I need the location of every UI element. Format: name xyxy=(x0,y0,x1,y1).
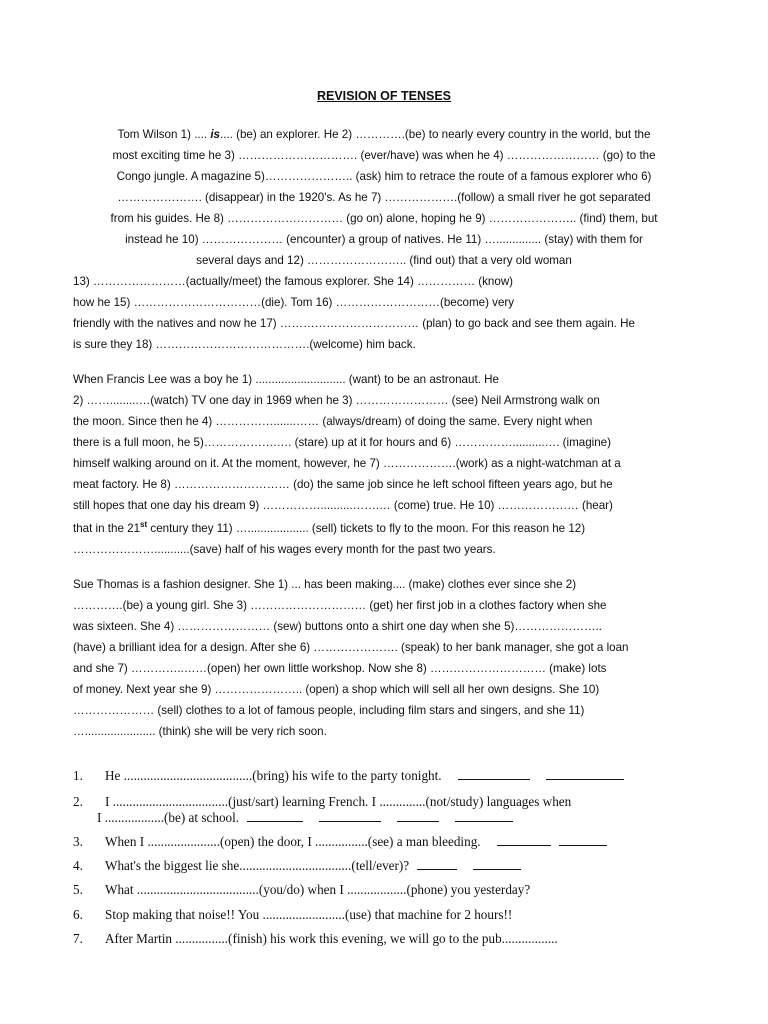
text-line: from his guides. He 8) ………………………… (go on) alone, hoping he 9) ………………….. (find) them, but xyxy=(110,212,658,225)
text-line: himself walking around on it. At the moment, however, he 7) ……………….(work) as a night-watchman at a xyxy=(73,457,621,470)
exercise-item xyxy=(73,768,624,784)
text-line: how he 15) ……………………………(die). Tom 16) ………………………(become) very xyxy=(73,296,515,309)
text-line: 2) …….........…(watch) TV one day in 1969 when he 3) …………………… (see) Neil Armstrong walk on xyxy=(73,394,600,407)
exercise-text: He .......................................(bring) his wife to the party tonight. xyxy=(105,768,442,783)
exercise-text: Stop making that noise!! You .........................(use) that machine for 2 hours!! xyxy=(105,907,513,922)
text-line: When Francis Lee was a boy he 1) ............................ (want) to be an astronaut. He xyxy=(73,373,499,386)
exercise-text: When I ......................(open) the door, I ................(see) a man bleeding. xyxy=(105,834,481,849)
item-number: 1. xyxy=(73,768,83,783)
text-line: and she 7) …………..……(open) her own little workshop. Now she 8) ………………………… (make) lots xyxy=(73,662,607,675)
answer-blank[interactable] xyxy=(559,834,607,846)
text-fragment: Tom Wilson 1) .... xyxy=(117,128,211,141)
answer-blank[interactable] xyxy=(546,768,624,780)
exercise-item xyxy=(73,882,530,898)
item-number: 6. xyxy=(73,907,83,922)
answer-blank[interactable] xyxy=(455,810,513,822)
item-number: 5. xyxy=(73,882,83,897)
text-fragment: that in the 21 xyxy=(73,522,141,535)
text-line: …………………...........(save) half of his wages every month for the past two years. xyxy=(73,543,496,556)
text-line: the moon. Since then he 4) …………….......…… (always/dream) of doing the same. Every night when xyxy=(73,415,593,428)
text-line: still hopes that one day his dream 9) ……………..........…….… (come) true. He 10) ………………… (hear) xyxy=(73,499,613,512)
exercise-text: I ..................(be) at school. xyxy=(97,810,240,825)
exercise-text: What's the biggest lie she..................................(tell/ever)? xyxy=(105,858,410,873)
answer-blank[interactable] xyxy=(458,768,530,780)
text-line: several days and 12) …………………….. (find out) that a very old woman xyxy=(196,254,572,267)
answer-blank[interactable] xyxy=(473,858,521,870)
text-line: meat factory. He 8) ………………………… (do) the same job since he left school fifteen years ago, but he xyxy=(73,478,613,491)
example-answer: is xyxy=(210,128,220,141)
exercise-item xyxy=(73,858,521,874)
text-line: was sixteen. She 4) …………………… (sew) buttons onto a shirt one day when she 5)………………….. xyxy=(73,620,602,633)
exercise-text: I ...................................(just/sart) learning French. I ..............(not/study) languages when xyxy=(105,794,572,809)
text-line: …...................... (think) she will be very rich soon. xyxy=(73,725,327,738)
answer-blank[interactable] xyxy=(497,834,551,846)
answer-blank[interactable] xyxy=(319,810,381,822)
exercise-text: After Martin ................(finish) his work this evening, we will go to the pub................. xyxy=(105,931,558,946)
text-fragment: .... (be) an explorer. He 2) ………….(be) to nearly every country in the world, but the xyxy=(220,128,651,141)
answer-blank[interactable] xyxy=(417,858,457,870)
exercise-item-continued xyxy=(97,810,513,826)
text-line: friendly with the natives and now he 17) ……………………………… (plan) to go back and see them again. He xyxy=(73,317,635,330)
exercise-item xyxy=(73,794,571,810)
text-fragment: century they 11) …................... (sell) tickets to fly to the moon. For this reason he 12) xyxy=(147,522,586,535)
text-line: 13) ……………………(actually/meet) the famous explorer. She 14) …………… (know) xyxy=(73,275,514,288)
answer-blank[interactable] xyxy=(397,810,439,822)
item-number: 3. xyxy=(73,834,83,849)
text-line: instead he 10) ………………… (encounter) a group of natives. He 11) ….............. (stay) with them for xyxy=(125,233,643,246)
text-line: is sure they 18) ………………………………….(welcome) him back. xyxy=(73,338,416,351)
text-line: (have) a brilliant idea for a design. After she 6) …………………. (speak) to her bank manager, she got a loan xyxy=(73,641,629,654)
text-line: ………………… (sell) clothes to a lot of famous people, including film stars and singers, and she 11) xyxy=(73,704,585,717)
text-line xyxy=(73,522,585,536)
text-line: most exciting time he 3) …………………………. (ever/have) was when he 4) …………………… (go) to the xyxy=(112,149,656,162)
item-number: 7. xyxy=(73,931,83,946)
text-line: there is a full moon, he 5)……………….…. (stare) up at it for hours and 6) ……………..........…. (imagine) xyxy=(73,436,611,449)
text-line: ………….(be) a young girl. She 3) ………………………… (get) her first job in a clothes factory when she xyxy=(73,599,607,612)
superscript: st xyxy=(140,520,148,530)
text-line: …………………. (disappear) in the 1920's. As he 7) ……………….(follow) a small river he got separated xyxy=(117,191,651,204)
page-title: REVISION OF TENSES xyxy=(316,89,452,103)
text-line: of money. Next year she 9) ………………….. (open) a shop which will sell all her own designs. She 10) xyxy=(73,683,600,696)
text-line xyxy=(0,128,768,142)
exercise-text: What .....................................(you/do) when I ..................(phone) you yesterday? xyxy=(105,882,531,897)
exercise-item xyxy=(73,834,607,850)
item-number: 2. xyxy=(73,794,83,809)
exercise-item xyxy=(73,907,512,923)
text-line: Congo jungle. A magazine 5)………………….. (ask) him to retrace the route of a famous explorer who 6) xyxy=(116,170,652,183)
text-line: Sue Thomas is a fashion designer. She 1) ... has been making.... (make) clothes ever since she 2) xyxy=(73,578,577,591)
answer-blank[interactable] xyxy=(247,810,303,822)
item-number: 4. xyxy=(73,858,83,873)
exercise-item xyxy=(73,931,558,947)
